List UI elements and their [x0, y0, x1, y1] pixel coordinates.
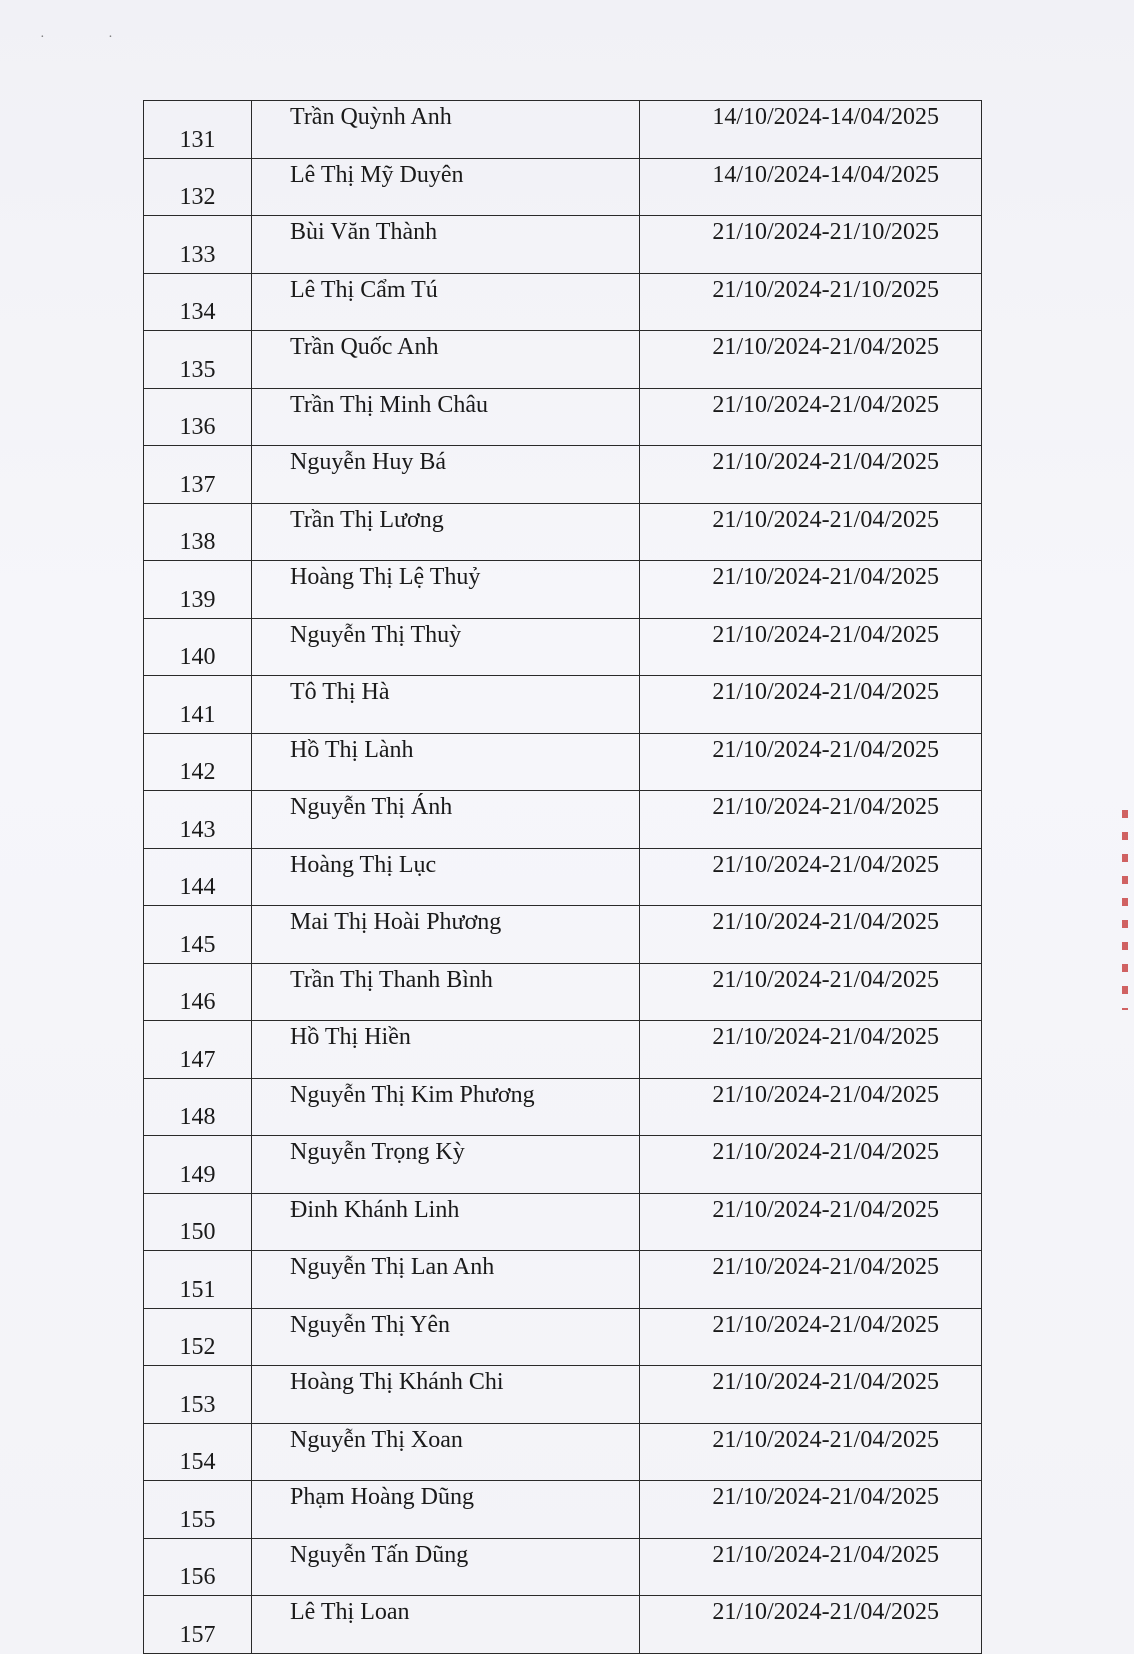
row-number: 142 — [144, 733, 252, 791]
full-name: Lê Thị Mỹ Duyên — [252, 158, 640, 216]
table-row — [144, 388, 982, 446]
table-row — [144, 216, 982, 274]
full-name: Hồ Thị Hiền — [252, 1021, 640, 1079]
row-number: 136 — [144, 388, 252, 446]
date-range: 21/10/2024-21/04/2025 — [640, 1193, 982, 1251]
date-range: 21/10/2024-21/04/2025 — [640, 1021, 982, 1079]
date-range: 21/10/2024-21/04/2025 — [640, 791, 982, 849]
full-name: Trần Quốc Anh — [252, 331, 640, 389]
date-range: 21/10/2024-21/04/2025 — [640, 733, 982, 791]
row-number: 147 — [144, 1021, 252, 1079]
full-name: Nguyễn Thị Thuỳ — [252, 618, 640, 676]
table-row — [144, 158, 982, 216]
table-row — [144, 906, 982, 964]
table-row — [144, 963, 982, 1021]
table-row — [144, 331, 982, 389]
full-name: Nguyễn Huy Bá — [252, 446, 640, 504]
row-number: 138 — [144, 503, 252, 561]
full-name: Hoàng Thị Lục — [252, 848, 640, 906]
date-range: 21/10/2024-21/04/2025 — [640, 446, 982, 504]
date-range: 21/10/2024-21/04/2025 — [640, 676, 982, 734]
date-range: 21/10/2024-21/04/2025 — [640, 331, 982, 389]
full-name: Nguyễn Thị Yên — [252, 1308, 640, 1366]
date-range: 21/10/2024-21/04/2025 — [640, 561, 982, 619]
row-number: 152 — [144, 1308, 252, 1366]
date-range: 21/10/2024-21/04/2025 — [640, 1308, 982, 1366]
table-row — [144, 561, 982, 619]
row-number: 148 — [144, 1078, 252, 1136]
full-name: Hoàng Thị Khánh Chi — [252, 1366, 640, 1424]
full-name: Hoàng Thị Lệ Thuỷ — [252, 561, 640, 619]
edge-stamp-mark — [1122, 810, 1128, 1010]
full-name: Nguyễn Thị Kim Phương — [252, 1078, 640, 1136]
full-name: Trần Quỳnh Anh — [252, 101, 640, 159]
table-row — [144, 1078, 982, 1136]
row-number: 131 — [144, 101, 252, 159]
full-name: Nguyễn Thị Xoan — [252, 1423, 640, 1481]
date-range: 21/10/2024-21/04/2025 — [640, 1366, 982, 1424]
date-range: 21/10/2024-21/04/2025 — [640, 1481, 982, 1539]
date-range: 21/10/2024-21/04/2025 — [640, 1596, 982, 1654]
table-row — [144, 1308, 982, 1366]
row-number: 156 — [144, 1538, 252, 1596]
date-range: 21/10/2024-21/04/2025 — [640, 848, 982, 906]
full-name: Nguyễn Thị Ánh — [252, 791, 640, 849]
table-row — [144, 1481, 982, 1539]
full-name: Nguyễn Trọng Kỳ — [252, 1136, 640, 1194]
row-number: 144 — [144, 848, 252, 906]
date-range: 21/10/2024-21/04/2025 — [640, 503, 982, 561]
date-range: 21/10/2024-21/04/2025 — [640, 1538, 982, 1596]
table-row — [144, 1423, 982, 1481]
date-range: 21/10/2024-21/04/2025 — [640, 618, 982, 676]
date-range: 21/10/2024-21/10/2025 — [640, 273, 982, 331]
table-row — [144, 676, 982, 734]
row-number: 140 — [144, 618, 252, 676]
row-number: 132 — [144, 158, 252, 216]
date-range: 21/10/2024-21/04/2025 — [640, 388, 982, 446]
row-number: 149 — [144, 1136, 252, 1194]
row-number: 143 — [144, 791, 252, 849]
row-number: 145 — [144, 906, 252, 964]
full-name: Nguyễn Tấn Dũng — [252, 1538, 640, 1596]
row-number: 141 — [144, 676, 252, 734]
table-row — [144, 618, 982, 676]
date-range: 21/10/2024-21/10/2025 — [640, 216, 982, 274]
table-row — [144, 446, 982, 504]
date-range: 21/10/2024-21/04/2025 — [640, 963, 982, 1021]
table-row — [144, 273, 982, 331]
table-row — [144, 1193, 982, 1251]
full-name: Tô Thị Hà — [252, 676, 640, 734]
table-body — [144, 101, 982, 1654]
date-range: 21/10/2024-21/04/2025 — [640, 1136, 982, 1194]
row-number: 157 — [144, 1596, 252, 1654]
full-name: Đinh Khánh Linh — [252, 1193, 640, 1251]
table-row — [144, 1366, 982, 1424]
row-number: 154 — [144, 1423, 252, 1481]
full-name: Hồ Thị Lành — [252, 733, 640, 791]
table-row — [144, 791, 982, 849]
stray-marks: · · — [40, 30, 143, 45]
full-name: Trần Thị Thanh Bình — [252, 963, 640, 1021]
row-number: 139 — [144, 561, 252, 619]
table-row — [144, 101, 982, 159]
row-number: 151 — [144, 1251, 252, 1309]
row-number: 135 — [144, 331, 252, 389]
full-name: Mai Thị Hoài Phương — [252, 906, 640, 964]
date-range: 21/10/2024-21/04/2025 — [640, 1423, 982, 1481]
table-row — [144, 1596, 982, 1654]
table-row — [144, 1021, 982, 1079]
full-name: Nguyễn Thị Lan Anh — [252, 1251, 640, 1309]
date-range: 14/10/2024-14/04/2025 — [640, 158, 982, 216]
table-row — [144, 1136, 982, 1194]
employee-list-table — [143, 100, 982, 1654]
full-name: Bùi Văn Thành — [252, 216, 640, 274]
table-row — [144, 848, 982, 906]
row-number: 146 — [144, 963, 252, 1021]
date-range: 21/10/2024-21/04/2025 — [640, 1078, 982, 1136]
table-row — [144, 503, 982, 561]
row-number: 153 — [144, 1366, 252, 1424]
date-range: 14/10/2024-14/04/2025 — [640, 101, 982, 159]
table-row — [144, 1538, 982, 1596]
row-number: 134 — [144, 273, 252, 331]
date-range: 21/10/2024-21/04/2025 — [640, 906, 982, 964]
date-range: 21/10/2024-21/04/2025 — [640, 1251, 982, 1309]
table-row — [144, 1251, 982, 1309]
full-name: Lê Thị Loan — [252, 1596, 640, 1654]
full-name: Trần Thị Minh Châu — [252, 388, 640, 446]
full-name: Phạm Hoàng Dũng — [252, 1481, 640, 1539]
row-number: 137 — [144, 446, 252, 504]
row-number: 133 — [144, 216, 252, 274]
row-number: 155 — [144, 1481, 252, 1539]
table-row — [144, 733, 982, 791]
full-name: Trần Thị Lương — [252, 503, 640, 561]
full-name: Lê Thị Cẩm Tú — [252, 273, 640, 331]
row-number: 150 — [144, 1193, 252, 1251]
